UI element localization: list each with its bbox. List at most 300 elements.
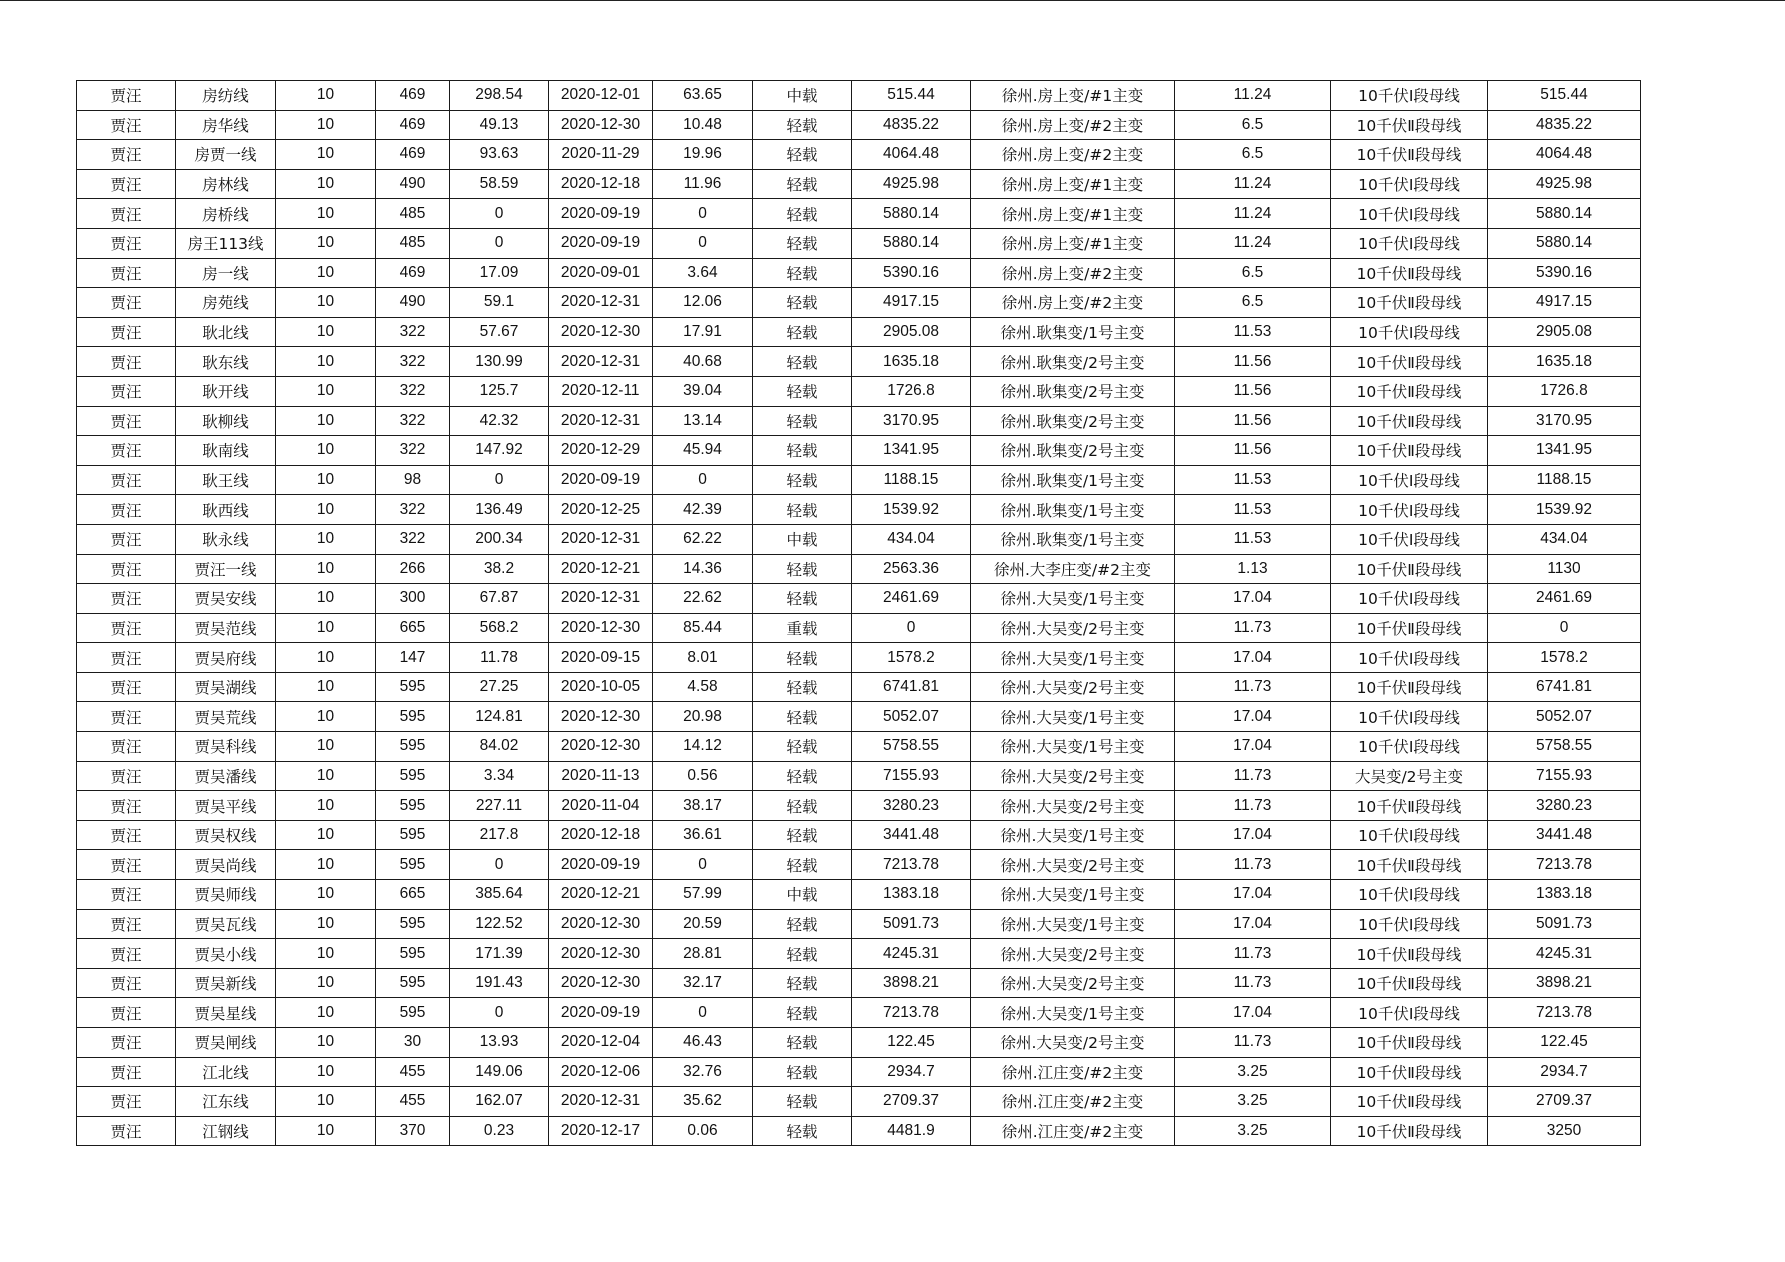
cell-capacity: 595 <box>376 939 450 969</box>
cell-date: 2020-12-29 <box>549 436 653 466</box>
cell-load-rate: 14.12 <box>653 732 753 762</box>
cell-district: 贾汪 <box>77 909 176 939</box>
cell-available: 1635.18 <box>1488 347 1641 377</box>
cell-available: 1578.2 <box>1488 643 1641 673</box>
cell-date: 2020-12-01 <box>549 81 653 111</box>
cell-capacity: 469 <box>376 140 450 170</box>
cell-date: 2020-12-18 <box>549 820 653 850</box>
cell-load-rate: 42.39 <box>653 495 753 525</box>
cell-capacity: 595 <box>376 968 450 998</box>
cell-load-rate: 57.99 <box>653 880 753 910</box>
cell-voltage: 10 <box>276 317 376 347</box>
cell-capacity: 322 <box>376 524 450 554</box>
cell-voltage: 10 <box>276 820 376 850</box>
cell-line-name: 耿永线 <box>176 524 276 554</box>
cell-district: 贾汪 <box>77 199 176 229</box>
cell-load-rate: 22.62 <box>653 584 753 614</box>
cell-remaining: 1539.92 <box>852 495 971 525</box>
cell-date: 2020-12-30 <box>549 110 653 140</box>
cell-load: 67.87 <box>450 584 549 614</box>
table-row <box>77 465 1641 495</box>
cell-available: 1341.95 <box>1488 436 1641 466</box>
cell-load: 0 <box>450 199 549 229</box>
cell-busbar: 10千伏Ⅰ段母线 <box>1331 732 1488 762</box>
cell-transformer-load: 17.04 <box>1175 880 1331 910</box>
cell-district: 贾汪 <box>77 702 176 732</box>
cell-district: 贾汪 <box>77 495 176 525</box>
cell-date: 2020-12-31 <box>549 1087 653 1117</box>
cell-busbar: 10千伏Ⅰ段母线 <box>1331 524 1488 554</box>
cell-date: 2020-12-11 <box>549 376 653 406</box>
cell-district: 贾汪 <box>77 998 176 1028</box>
cell-capacity: 322 <box>376 347 450 377</box>
cell-transformer: 徐州.大吴变/2号主变 <box>971 850 1175 880</box>
cell-remaining: 4481.9 <box>852 1116 971 1146</box>
cell-load: 124.81 <box>450 702 549 732</box>
cell-busbar: 10千伏Ⅱ段母线 <box>1331 436 1488 466</box>
cell-date: 2020-12-30 <box>549 968 653 998</box>
cell-transformer-load: 6.5 <box>1175 288 1331 318</box>
cell-remaining: 7213.78 <box>852 998 971 1028</box>
cell-capacity: 485 <box>376 228 450 258</box>
cell-transformer: 徐州.耿集变/1号主变 <box>971 465 1175 495</box>
table-row <box>77 199 1641 229</box>
cell-busbar: 10千伏Ⅰ段母线 <box>1331 317 1488 347</box>
cell-remaining: 5880.14 <box>852 228 971 258</box>
cell-transformer: 徐州.大吴变/1号主变 <box>971 732 1175 762</box>
table-row <box>77 998 1641 1028</box>
cell-transformer: 徐州.房上变/#1主变 <box>971 228 1175 258</box>
cell-load-status: 轻载 <box>753 406 852 436</box>
cell-available: 4925.98 <box>1488 169 1641 199</box>
cell-capacity: 595 <box>376 732 450 762</box>
cell-load-rate: 4.58 <box>653 672 753 702</box>
cell-remaining: 2563.36 <box>852 554 971 584</box>
cell-line-name: 贾吴权线 <box>176 820 276 850</box>
cell-remaining: 3441.48 <box>852 820 971 850</box>
cell-date: 2020-12-30 <box>549 613 653 643</box>
cell-transformer: 徐州.房上变/#1主变 <box>971 199 1175 229</box>
cell-transformer: 徐州.耿集变/1号主变 <box>971 495 1175 525</box>
cell-available: 2461.69 <box>1488 584 1641 614</box>
cell-line-name: 耿开线 <box>176 376 276 406</box>
cell-load: 38.2 <box>450 554 549 584</box>
cell-voltage: 10 <box>276 436 376 466</box>
cell-line-name: 贾吴荒线 <box>176 702 276 732</box>
cell-transformer: 徐州.大吴变/1号主变 <box>971 643 1175 673</box>
cell-load: 42.32 <box>450 406 549 436</box>
cell-transformer-load: 6.5 <box>1175 140 1331 170</box>
cell-busbar: 10千伏Ⅰ段母线 <box>1331 880 1488 910</box>
cell-load: 217.8 <box>450 820 549 850</box>
cell-line-name: 耿王线 <box>176 465 276 495</box>
cell-voltage: 10 <box>276 110 376 140</box>
cell-busbar: 10千伏Ⅱ段母线 <box>1331 850 1488 880</box>
cell-load: 59.1 <box>450 288 549 318</box>
cell-voltage: 10 <box>276 761 376 791</box>
cell-load: 57.67 <box>450 317 549 347</box>
cell-remaining: 3170.95 <box>852 406 971 436</box>
cell-available: 7213.78 <box>1488 998 1641 1028</box>
cell-load-status: 轻载 <box>753 791 852 821</box>
cell-transformer: 徐州.大吴变/1号主变 <box>971 880 1175 910</box>
cell-capacity: 98 <box>376 465 450 495</box>
cell-load-status: 轻载 <box>753 1087 852 1117</box>
cell-busbar: 10千伏Ⅱ段母线 <box>1331 968 1488 998</box>
cell-line-name: 贾吴潘线 <box>176 761 276 791</box>
table-row <box>77 732 1641 762</box>
cell-load: 136.49 <box>450 495 549 525</box>
cell-district: 贾汪 <box>77 524 176 554</box>
cell-remaining: 5880.14 <box>852 199 971 229</box>
cell-district: 贾汪 <box>77 465 176 495</box>
cell-district: 贾汪 <box>77 169 176 199</box>
cell-transformer-load: 11.56 <box>1175 436 1331 466</box>
cell-transformer-load: 3.25 <box>1175 1057 1331 1087</box>
cell-voltage: 10 <box>276 643 376 673</box>
cell-load: 298.54 <box>450 81 549 111</box>
cell-line-name: 耿北线 <box>176 317 276 347</box>
cell-transformer: 徐州.大吴变/2号主变 <box>971 791 1175 821</box>
cell-load-status: 轻载 <box>753 465 852 495</box>
cell-load: 49.13 <box>450 110 549 140</box>
cell-date: 2020-09-19 <box>549 465 653 495</box>
cell-district: 贾汪 <box>77 406 176 436</box>
cell-line-name: 江钢线 <box>176 1116 276 1146</box>
cell-load: 11.78 <box>450 643 549 673</box>
cell-voltage: 10 <box>276 465 376 495</box>
cell-load-rate: 17.91 <box>653 317 753 347</box>
cell-line-name: 房苑线 <box>176 288 276 318</box>
cell-capacity: 595 <box>376 820 450 850</box>
cell-busbar: 10千伏Ⅰ段母线 <box>1331 228 1488 258</box>
cell-load-rate: 32.76 <box>653 1057 753 1087</box>
cell-remaining: 5052.07 <box>852 702 971 732</box>
cell-remaining: 7155.93 <box>852 761 971 791</box>
cell-district: 贾汪 <box>77 643 176 673</box>
cell-transformer: 徐州.房上变/#2主变 <box>971 258 1175 288</box>
cell-capacity: 322 <box>376 376 450 406</box>
cell-remaining: 4245.31 <box>852 939 971 969</box>
cell-capacity: 322 <box>376 436 450 466</box>
cell-district: 贾汪 <box>77 613 176 643</box>
cell-load-status: 轻载 <box>753 584 852 614</box>
cell-line-name: 贾吴新线 <box>176 968 276 998</box>
cell-line-name: 房纺线 <box>176 81 276 111</box>
cell-busbar: 10千伏Ⅰ段母线 <box>1331 998 1488 1028</box>
table-row <box>77 140 1641 170</box>
cell-capacity: 455 <box>376 1087 450 1117</box>
cell-busbar: 10千伏Ⅱ段母线 <box>1331 288 1488 318</box>
cell-load-status: 轻载 <box>753 820 852 850</box>
cell-capacity: 595 <box>376 672 450 702</box>
cell-load-status: 轻载 <box>753 1057 852 1087</box>
cell-capacity: 147 <box>376 643 450 673</box>
cell-remaining: 515.44 <box>852 81 971 111</box>
cell-capacity: 300 <box>376 584 450 614</box>
table-row <box>77 436 1641 466</box>
cell-district: 贾汪 <box>77 880 176 910</box>
cell-transformer: 徐州.房上变/#2主变 <box>971 110 1175 140</box>
cell-line-name: 贾吴安线 <box>176 584 276 614</box>
cell-capacity: 469 <box>376 81 450 111</box>
cell-available: 4245.31 <box>1488 939 1641 969</box>
cell-transformer-load: 11.73 <box>1175 613 1331 643</box>
cell-busbar: 10千伏Ⅱ段母线 <box>1331 347 1488 377</box>
cell-available: 7213.78 <box>1488 850 1641 880</box>
cell-voltage: 10 <box>276 702 376 732</box>
cell-busbar: 10千伏Ⅰ段母线 <box>1331 909 1488 939</box>
cell-line-name: 耿柳线 <box>176 406 276 436</box>
cell-transformer-load: 11.53 <box>1175 524 1331 554</box>
cell-transformer-load: 11.24 <box>1175 228 1331 258</box>
cell-available: 5390.16 <box>1488 258 1641 288</box>
cell-line-name: 房桥线 <box>176 199 276 229</box>
cell-transformer: 徐州.耿集变/2号主变 <box>971 406 1175 436</box>
cell-line-name: 房王113线 <box>176 228 276 258</box>
cell-load: 3.34 <box>450 761 549 791</box>
cell-load-rate: 36.61 <box>653 820 753 850</box>
cell-transformer: 徐州.大吴变/1号主变 <box>971 584 1175 614</box>
table-row <box>77 258 1641 288</box>
cell-transformer-load: 11.73 <box>1175 939 1331 969</box>
cell-district: 贾汪 <box>77 850 176 880</box>
cell-load-status: 轻载 <box>753 909 852 939</box>
cell-district: 贾汪 <box>77 584 176 614</box>
cell-busbar: 10千伏Ⅱ段母线 <box>1331 939 1488 969</box>
top-rule <box>0 0 1785 1</box>
cell-voltage: 10 <box>276 1116 376 1146</box>
cell-remaining: 434.04 <box>852 524 971 554</box>
table-body <box>77 81 1641 1146</box>
cell-load-status: 轻载 <box>753 672 852 702</box>
cell-load-rate: 10.48 <box>653 110 753 140</box>
cell-voltage: 10 <box>276 672 376 702</box>
cell-available: 2709.37 <box>1488 1087 1641 1117</box>
cell-load-status: 轻载 <box>753 643 852 673</box>
cell-capacity: 595 <box>376 998 450 1028</box>
cell-load: 130.99 <box>450 347 549 377</box>
cell-voltage: 10 <box>276 791 376 821</box>
cell-remaining: 2905.08 <box>852 317 971 347</box>
table-row <box>77 1057 1641 1087</box>
cell-date: 2020-12-31 <box>549 288 653 318</box>
cell-load-status: 轻载 <box>753 436 852 466</box>
cell-busbar: 10千伏Ⅱ段母线 <box>1331 110 1488 140</box>
cell-available: 2905.08 <box>1488 317 1641 347</box>
cell-capacity: 455 <box>376 1057 450 1087</box>
cell-transformer: 徐州.大李庄变/#2主变 <box>971 554 1175 584</box>
cell-available: 6741.81 <box>1488 672 1641 702</box>
cell-district: 贾汪 <box>77 228 176 258</box>
cell-district: 贾汪 <box>77 1057 176 1087</box>
cell-transformer: 徐州.大吴变/2号主变 <box>971 672 1175 702</box>
cell-available: 2934.7 <box>1488 1057 1641 1087</box>
cell-date: 2020-09-19 <box>549 850 653 880</box>
cell-date: 2020-12-17 <box>549 1116 653 1146</box>
cell-load-rate: 28.81 <box>653 939 753 969</box>
cell-load-rate: 85.44 <box>653 613 753 643</box>
cell-date: 2020-11-29 <box>549 140 653 170</box>
cell-date: 2020-10-05 <box>549 672 653 702</box>
cell-line-name: 贾吴尚线 <box>176 850 276 880</box>
cell-load-rate: 8.01 <box>653 643 753 673</box>
cell-remaining: 1341.95 <box>852 436 971 466</box>
cell-capacity: 370 <box>376 1116 450 1146</box>
cell-load-rate: 19.96 <box>653 140 753 170</box>
cell-load-status: 轻载 <box>753 140 852 170</box>
cell-capacity: 595 <box>376 850 450 880</box>
cell-transformer: 徐州.耿集变/1号主变 <box>971 524 1175 554</box>
cell-date: 2020-11-13 <box>549 761 653 791</box>
cell-transformer-load: 6.5 <box>1175 110 1331 140</box>
cell-busbar: 10千伏Ⅰ段母线 <box>1331 81 1488 111</box>
cell-available: 4917.15 <box>1488 288 1641 318</box>
cell-load-status: 轻载 <box>753 732 852 762</box>
cell-load-status: 轻载 <box>753 850 852 880</box>
cell-load-status: 轻载 <box>753 702 852 732</box>
table-row <box>77 317 1641 347</box>
cell-load-rate: 0.56 <box>653 761 753 791</box>
cell-date: 2020-09-19 <box>549 228 653 258</box>
cell-available: 3170.95 <box>1488 406 1641 436</box>
cell-busbar: 10千伏Ⅱ段母线 <box>1331 554 1488 584</box>
cell-line-name: 房贾一线 <box>176 140 276 170</box>
table-row <box>77 406 1641 436</box>
cell-load-rate: 0 <box>653 228 753 258</box>
cell-load: 0 <box>450 228 549 258</box>
cell-district: 贾汪 <box>77 672 176 702</box>
cell-available: 515.44 <box>1488 81 1641 111</box>
cell-busbar: 10千伏Ⅰ段母线 <box>1331 169 1488 199</box>
cell-voltage: 10 <box>276 554 376 584</box>
cell-transformer-load: 17.04 <box>1175 702 1331 732</box>
cell-capacity: 322 <box>376 317 450 347</box>
cell-load: 149.06 <box>450 1057 549 1087</box>
cell-transformer-load: 11.56 <box>1175 376 1331 406</box>
cell-voltage: 10 <box>276 81 376 111</box>
cell-busbar: 10千伏Ⅱ段母线 <box>1331 1028 1488 1058</box>
cell-date: 2020-12-21 <box>549 880 653 910</box>
cell-district: 贾汪 <box>77 791 176 821</box>
cell-voltage: 10 <box>276 228 376 258</box>
cell-transformer-load: 11.24 <box>1175 81 1331 111</box>
cell-load: 0.23 <box>450 1116 549 1146</box>
cell-load-rate: 46.43 <box>653 1028 753 1058</box>
cell-date: 2020-12-30 <box>549 732 653 762</box>
cell-capacity: 30 <box>376 1028 450 1058</box>
table-row <box>77 347 1641 377</box>
cell-transformer-load: 11.73 <box>1175 761 1331 791</box>
cell-line-name: 耿南线 <box>176 436 276 466</box>
cell-transformer-load: 17.04 <box>1175 584 1331 614</box>
cell-available: 4835.22 <box>1488 110 1641 140</box>
cell-capacity: 665 <box>376 880 450 910</box>
cell-date: 2020-12-31 <box>549 347 653 377</box>
cell-load-rate: 20.59 <box>653 909 753 939</box>
cell-remaining: 1188.15 <box>852 465 971 495</box>
cell-busbar: 10千伏Ⅰ段母线 <box>1331 199 1488 229</box>
cell-voltage: 10 <box>276 169 376 199</box>
cell-transformer: 徐州.大吴变/2号主变 <box>971 968 1175 998</box>
cell-capacity: 595 <box>376 791 450 821</box>
cell-busbar: 10千伏Ⅰ段母线 <box>1331 465 1488 495</box>
cell-date: 2020-12-06 <box>549 1057 653 1087</box>
cell-voltage: 10 <box>276 613 376 643</box>
cell-transformer-load: 11.53 <box>1175 495 1331 525</box>
cell-date: 2020-12-04 <box>549 1028 653 1058</box>
cell-available: 1188.15 <box>1488 465 1641 495</box>
cell-load: 17.09 <box>450 258 549 288</box>
table-row <box>77 850 1641 880</box>
cell-busbar: 10千伏Ⅰ段母线 <box>1331 495 1488 525</box>
cell-available: 0 <box>1488 613 1641 643</box>
cell-capacity: 266 <box>376 554 450 584</box>
cell-load: 122.52 <box>450 909 549 939</box>
cell-busbar: 10千伏Ⅱ段母线 <box>1331 791 1488 821</box>
cell-remaining: 3280.23 <box>852 791 971 821</box>
cell-line-name: 江北线 <box>176 1057 276 1087</box>
cell-transformer-load: 3.25 <box>1175 1087 1331 1117</box>
cell-load-status: 中载 <box>753 524 852 554</box>
table-row <box>77 968 1641 998</box>
cell-load-rate: 20.98 <box>653 702 753 732</box>
table-row <box>77 672 1641 702</box>
cell-remaining: 4064.48 <box>852 140 971 170</box>
cell-load: 0 <box>450 850 549 880</box>
cell-transformer-load: 11.24 <box>1175 199 1331 229</box>
cell-date: 2020-12-30 <box>549 939 653 969</box>
cell-date: 2020-12-30 <box>549 317 653 347</box>
cell-busbar: 10千伏Ⅱ段母线 <box>1331 1116 1488 1146</box>
cell-transformer: 徐州.耿集变/2号主变 <box>971 347 1175 377</box>
cell-voltage: 10 <box>276 258 376 288</box>
cell-voltage: 10 <box>276 732 376 762</box>
cell-busbar: 10千伏Ⅰ段母线 <box>1331 643 1488 673</box>
table-row <box>77 613 1641 643</box>
cell-district: 贾汪 <box>77 761 176 791</box>
table-row <box>77 1087 1641 1117</box>
cell-busbar: 10千伏Ⅱ段母线 <box>1331 1087 1488 1117</box>
cell-district: 贾汪 <box>77 1028 176 1058</box>
cell-district: 贾汪 <box>77 140 176 170</box>
cell-load-status: 轻载 <box>753 376 852 406</box>
cell-busbar: 10千伏Ⅰ段母线 <box>1331 702 1488 732</box>
cell-transformer: 徐州.大吴变/1号主变 <box>971 820 1175 850</box>
cell-voltage: 10 <box>276 524 376 554</box>
cell-line-name: 江东线 <box>176 1087 276 1117</box>
cell-capacity: 595 <box>376 909 450 939</box>
cell-date: 2020-09-19 <box>549 199 653 229</box>
cell-load-rate: 39.04 <box>653 376 753 406</box>
cell-district: 贾汪 <box>77 376 176 406</box>
cell-date: 2020-09-19 <box>549 998 653 1028</box>
cell-transformer-load: 11.53 <box>1175 465 1331 495</box>
cell-load-rate: 11.96 <box>653 169 753 199</box>
cell-transformer: 徐州.房上变/#2主变 <box>971 140 1175 170</box>
cell-busbar: 10千伏Ⅰ段母线 <box>1331 820 1488 850</box>
cell-voltage: 10 <box>276 140 376 170</box>
cell-load-rate: 32.17 <box>653 968 753 998</box>
cell-load: 27.25 <box>450 672 549 702</box>
cell-load: 0 <box>450 998 549 1028</box>
cell-capacity: 322 <box>376 495 450 525</box>
cell-load-rate: 45.94 <box>653 436 753 466</box>
cell-transformer: 徐州.大吴变/2号主变 <box>971 1028 1175 1058</box>
cell-voltage: 10 <box>276 584 376 614</box>
cell-district: 贾汪 <box>77 732 176 762</box>
cell-available: 5758.55 <box>1488 732 1641 762</box>
